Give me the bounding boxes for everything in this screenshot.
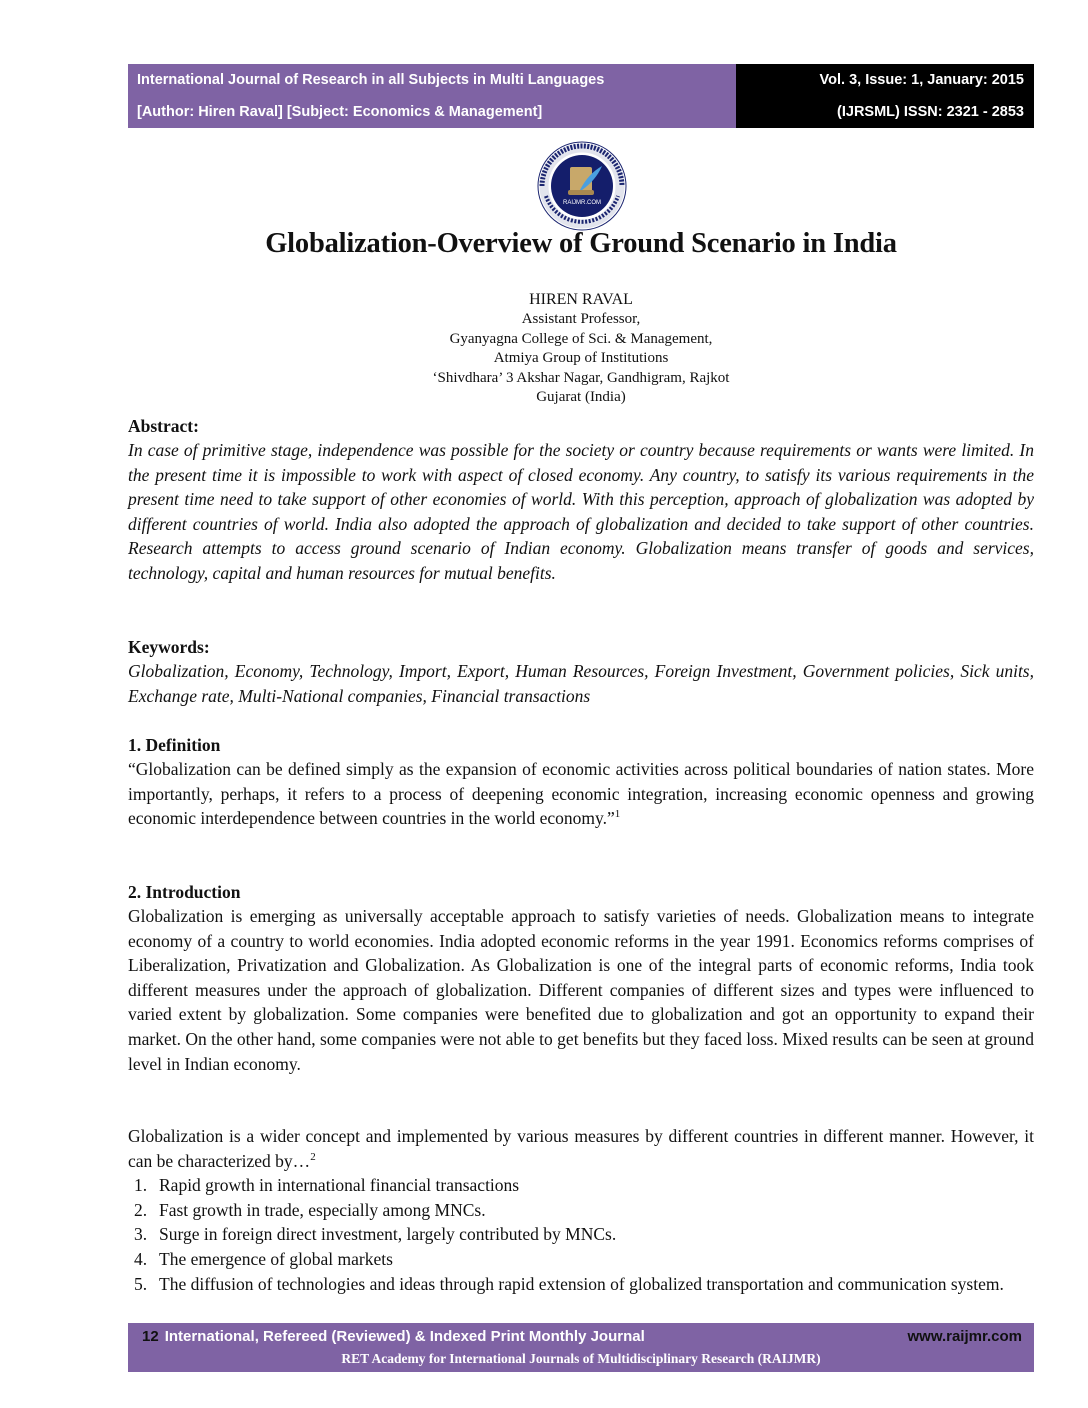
journal-footer (128, 1323, 1034, 1372)
footnote-ref-2[interactable]: 2 (310, 1150, 316, 1163)
journal-url-link[interactable]: www.raijmr.com (907, 1328, 1022, 1345)
characteristics-section (128, 1124, 1034, 1296)
author-group: Atmiya Group of Institutions (493, 350, 669, 366)
abstract-text: In case of primitive stage, independence was possible for the society or country because requirements or wants were limited. In the present time it is impossible to work with aspect of closed economy. Any country, to satisfy its various requirements in the present time need to take support of other economies of world. With this perception, approach of globalization was adopted by different countries of world. India also adopted the approach of globalization and decided to take support of other countries. Research attempts to access ground scenario of Indian economy. Globalization means transfer of goods and services, technology, capital and human resources for mutual benefits. (128, 440, 1034, 583)
list-item (128, 1222, 1034, 1247)
abstract-heading: Abstract: (128, 416, 199, 436)
list-item-text: The diffusion of technologies and ideas through rapid extension of globalized transportation and communication system. (159, 1273, 1004, 1294)
definition-paragraph (128, 757, 1034, 831)
list-item-text: Rapid growth in international financial transactions (159, 1175, 520, 1196)
characteristics-intro-text: Globalization is a wider concept and implemented by various measures by different countries in different manner. However, it can be characterized by… (128, 1126, 1034, 1171)
header-right-panel (736, 64, 1034, 128)
volume-issue: Vol. 3, Issue: 1, January: 2015 (819, 72, 1024, 88)
keywords-heading: Keywords: (128, 637, 210, 657)
list-item-number: 2. (134, 1199, 148, 1220)
definition-section (128, 733, 1034, 831)
characteristics-list (128, 1173, 1034, 1296)
list-item-number: 1. (134, 1175, 148, 1196)
author-college: Gyanyagna College of Sci. & Management, (449, 330, 713, 347)
issn: (IJRSML) ISSN: 2321 - 2853 (837, 104, 1024, 120)
introduction-text: Globalization is emerging as universally acceptable approach to satisfy varieties of needs. Globalization means to integrate economy of a country to world economies. India adopted economic reforms in the year 1991. Economics reforms comprises of Liberalization, Privatization and Globalization. As Globalization is one of the integral parts of economic reforms, India took different measures under the approach of globalization. Different companies of different sizes and types were influenced to varied extent by globalization. Some companies were benefited due to globalization and got an opportunity to expand their market. On the other hand, some companies were not able to get benefits but they faced loss. Mixed results can be seen at ground level in Indian economy. (128, 906, 1034, 1074)
introduction-heading: 2. Introduction (128, 882, 241, 902)
page-number: 12 (142, 1328, 159, 1345)
svg-text:RAIJMR.COM: RAIJMR.COM (563, 200, 601, 206)
definition-heading: 1. Definition (128, 735, 221, 755)
introduction-section (128, 880, 1034, 1076)
author-block (128, 290, 1034, 408)
list-item-text: Surge in foreign direct investment, largely contributed by MNCs. (159, 1224, 617, 1245)
list-item (128, 1247, 1034, 1272)
journal-header (128, 64, 1034, 128)
list-item-text: The emergence of global markets (159, 1248, 393, 1269)
author-address: ‘Shivdhara’ 3 Akshar Nagar, Gandhigram, Rajkot (432, 369, 730, 386)
list-item (128, 1272, 1034, 1297)
publisher-name: RET Academy for International Journals of Multidisciplinary Research (RAIJMR) (341, 1351, 821, 1366)
header-left-panel (128, 64, 736, 128)
list-item-text: Fast growth in trade, especially among MNCs. (159, 1199, 486, 1220)
journal-seal-logo-icon (536, 140, 628, 232)
keywords-text: Globalization, Economy, Technology, Import, Export, Human Resources, Foreign Investment, Government policies, Sick units, Exchange rate, Multi-National companies, Financial transactions (128, 661, 1034, 706)
characteristics-intro (128, 1124, 1034, 1173)
author-position: Assistant Professor, (521, 311, 641, 327)
list-item (128, 1173, 1034, 1198)
journal-name: International Journal of Research in all Subjects in Multi Languages (137, 72, 605, 88)
abstract-section (128, 414, 1034, 586)
definition-text: “Globalization can be defined simply as the expansion of economic activities across political boundaries of nation states. More importantly, perhaps, it refers to a process of deepening economic integration, increasing economic openness and growing economic interdependence between countries in the world economy.” (128, 759, 1034, 829)
keywords-section (128, 635, 1034, 708)
footnote-ref-1[interactable]: 1 (614, 808, 621, 821)
list-item (128, 1198, 1034, 1223)
journal-type: International, Refereed (Reviewed) & Indexed Print Monthly Journal (164, 1328, 645, 1345)
author-subject: [Author: Hiren Raval] [Subject: Economics & Management] (137, 104, 543, 120)
list-item-number: 5. (134, 1273, 148, 1294)
author-name: HIREN RAVAL (529, 291, 633, 308)
list-item-number: 4. (134, 1248, 148, 1269)
list-item-number: 3. (134, 1224, 148, 1245)
footer-top-row (128, 1323, 1034, 1350)
footer-left (142, 1323, 645, 1350)
author-state: Gujarat (India) (536, 389, 626, 405)
paper-title: Globalization-Overview of Ground Scenario in India (265, 228, 897, 259)
